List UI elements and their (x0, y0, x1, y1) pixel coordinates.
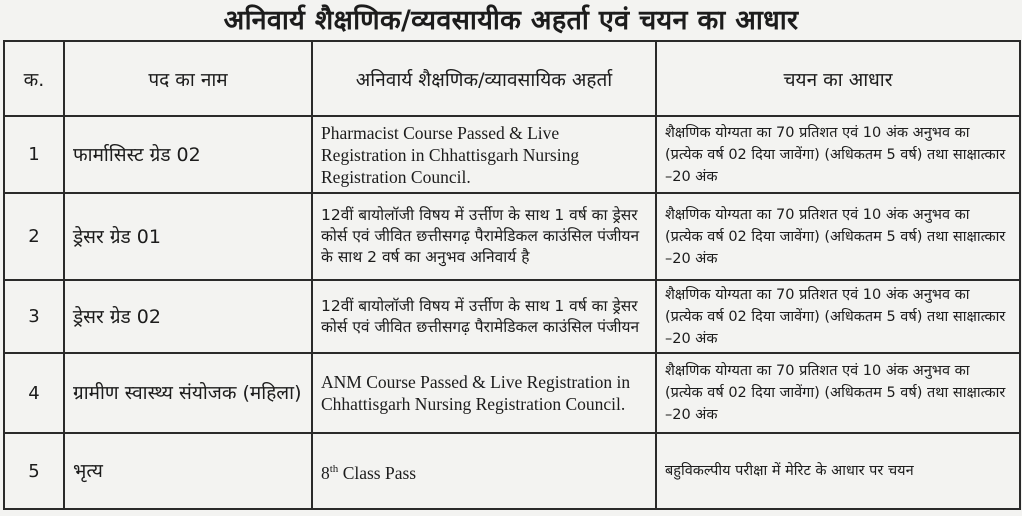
row-serial-number: 5 (4, 433, 64, 509)
row-post-name: ग्रामीण स्वास्थ्य संयोजक (महिला) (64, 353, 312, 433)
row-qualification (312, 433, 656, 509)
qualification-ordinal-suffix: th (329, 463, 339, 476)
row-qualification: Pharmacist Course Passed & Live Registration in Chhattisgarh Nursing Registration Council. (312, 116, 656, 193)
row-selection-basis: बहुविकल्पीय परीक्षा में मेरिट के आधार पर चयन (656, 433, 1020, 509)
header-serial-number: क. (4, 41, 64, 116)
row-post-name: ड्रेसर ग्रेड 02 (64, 280, 312, 353)
qualification-class-text: Class Pass (338, 462, 417, 483)
header-row (4, 41, 1020, 116)
header-qualification: अनिवार्य शैक्षणिक/व्यावसायिक अहर्ता (312, 41, 656, 116)
row-qualification: 12वीं बायोलॉजी विषय में उर्त्तीण के साथ 1 वर्ष का ड्रेसर कोर्स एवं जीवित छत्तीसगढ़ पैरामेडिकल काउंसिल पंजीयन के साथ 2 वर्ष का अनुभव अनिवार्य है (312, 193, 656, 280)
row-post-name: ड्रेसर ग्रेड 01 (64, 193, 312, 280)
table-row (4, 193, 1020, 280)
qualification-class-number: 8 (321, 462, 330, 483)
table-row (4, 280, 1020, 353)
page-title: अनिवार्य शैक्षणिक/व्यवसायीक अहर्ता एवं चयन का आधार (223, 5, 799, 36)
row-selection-basis: शैक्षणिक योग्यता का 70 प्रतिशत एवं 10 अंक अनुभव का (प्रत्येक वर्ष 02 दिया जावेंगा) (अधिकतम 5 वर्ष) तथा साक्षात्कार –20 अंक (656, 353, 1020, 433)
row-serial-number: 4 (4, 353, 64, 433)
table-row (4, 353, 1020, 433)
table-row (4, 433, 1020, 509)
row-serial-number: 2 (4, 193, 64, 280)
row-post-name: फार्मासिस्ट ग्रेड 02 (64, 116, 312, 193)
table-row (4, 116, 1020, 193)
row-qualification: 12वीं बायोलॉजी विषय में उर्त्तीण के साथ 1 वर्ष का ड्रेसर कोर्स एवं जीवित छत्तीसगढ़ पैरामेडिकल काउंसिल पंजीयन (312, 280, 656, 353)
header-post-name: पद का नाम (64, 41, 312, 116)
row-qualification: ANM Course Passed & Live Registration in Chhattisgarh Nursing Registration Council. (312, 353, 656, 433)
row-selection-basis: शैक्षणिक योग्यता का 70 प्रतिशत एवं 10 अंक अनुभव का (प्रत्येक वर्ष 02 दिया जावेंगा) (अधिकतम 5 वर्ष) तथा साक्षात्कार –20 अंक (656, 280, 1020, 353)
row-serial-number: 3 (4, 280, 64, 353)
header-selection-basis: चयन का आधार (656, 41, 1020, 116)
qualification-table (3, 40, 1021, 510)
row-serial-number: 1 (4, 116, 64, 193)
row-selection-basis: शैक्षणिक योग्यता का 70 प्रतिशत एवं 10 अंक अनुभव का (प्रत्येक वर्ष 02 दिया जावेंगा) (अधिकतम 5 वर्ष) तथा साक्षात्कार –20 अंक (656, 116, 1020, 193)
row-post-name: भृत्य (64, 433, 312, 509)
row-selection-basis: शैक्षणिक योग्यता का 70 प्रतिशत एवं 10 अंक अनुभव का (प्रत्येक वर्ष 02 दिया जावेंगा) (अधिकतम 5 वर्ष) तथा साक्षात्कार –20 अंक (656, 193, 1020, 280)
